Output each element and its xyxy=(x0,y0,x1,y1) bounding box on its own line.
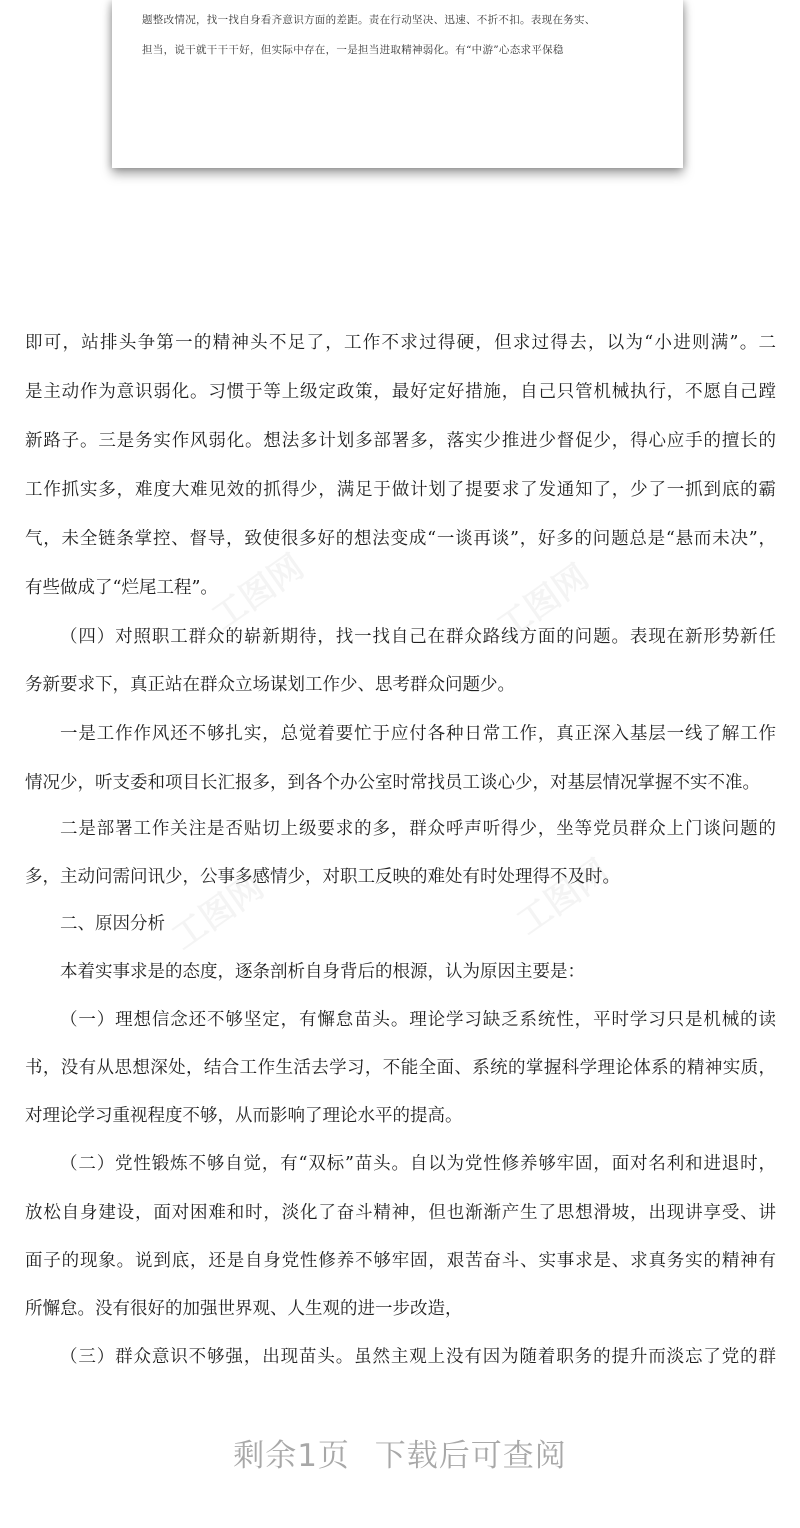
body-line: 有些做成了“烂尾工程”。 xyxy=(25,578,218,598)
body-line: （二）党性锻炼不够自觉，有“双标”苗头。自以为党性修养够牢固，面对名利和进退时， xyxy=(60,1154,776,1174)
body-line: 所懈怠。没有很好的加强世界观、人生观的进一步改造， xyxy=(25,1299,463,1319)
body-line: 即可，站排头争第一的精神头不足了，工作不求过得硬，但求过得去，以为“小进则满”。二 xyxy=(25,333,776,353)
body-line: 本着实事求是的态度，逐条剖析自身背后的根源，认为原因主要是： xyxy=(60,962,585,982)
body-line: 工作抓实多，难度大难见效的抓得少，满足于做计划了提要求了发通知了，少了一抓到底的霸 xyxy=(25,480,776,500)
body-line: 多，主动问需问讯少，公事多感情少，对职工反映的难处有时处理得不及时。 xyxy=(25,867,620,887)
body-line: 放松自身建设，面对困难和时，淡化了奋斗精神，但也渐渐产生了思想滑坡，出现讲享受、讲 xyxy=(25,1203,776,1223)
body-line: 新路子。三是务实作风弱化。想法多计划多部署多，落实少推进少督促少，得心应手的擅长的 xyxy=(25,431,776,451)
body-line: 面子的现象。说到底，还是自身党性修养不够牢固，艰苦奋斗、实事求是、求真务实的精神有 xyxy=(25,1251,776,1271)
body-line: （四）对照职工群众的崭新期待，找一找自己在群众路线方面的问题。表现在新形势新任 xyxy=(60,627,776,647)
page-preview-card xyxy=(112,0,683,168)
body-line: 二是部署工作关注是否贴切上级要求的多，群众呼声听得少，坐等党员群众上门谈问题的 xyxy=(60,819,776,839)
card-text-line: 题整改情况，找一找自身看齐意识方面的差距。责在行动坚决、迅速、不折不扣。表现在务实、 xyxy=(142,14,596,26)
body-line: 情况少，听支委和项目长汇报多，到各个办公室时常找员工谈心少，对基层情况掌握不实不准。 xyxy=(25,773,760,793)
remaining-pages-text: 剩余1页 xyxy=(233,1438,350,1474)
body-line: （三）群众意识不够强，出现苗头。虽然主观上没有因为随着职务的提升而淡忘了党的群 xyxy=(60,1347,776,1367)
body-line: 对理论学习重视程度不够，从而影响了理论水平的提高。 xyxy=(25,1106,463,1126)
section-heading: 二、原因分析 xyxy=(60,914,165,934)
download-prompt[interactable] xyxy=(0,1430,800,1475)
body-line: 一是工作作风还不够扎实，总觉着要忙于应付各种日常工作，真正深入基层一线了解工作 xyxy=(60,724,776,744)
body-line: 是主动作为意识弱化。习惯于等上级定政策，最好定好措施，自己只管机械执行，不愿自己蹚 xyxy=(25,382,776,402)
download-to-view-text: 下载后可查阅 xyxy=(374,1438,567,1474)
body-line: （一）理想信念还不够坚定，有懈怠苗头。理论学习缺乏系统性，平时学习只是机械的读 xyxy=(60,1010,776,1030)
body-line: 书，没有从思想深处，结合工作生活去学习，不能全面、系统的掌握科学理论体系的精神实质， xyxy=(25,1058,776,1078)
body-line: 气，未全链条掌控、督导，致使很多好的想法变成“一谈再谈”，好多的问题总是“悬而未决”， xyxy=(25,529,776,549)
card-text-line: 担当，说干就干干干好，但实际中存在，一是担当进取精神弱化。有“中游”心态求平保稳 xyxy=(142,44,564,56)
body-line: 务新要求下，真正站在群众立场谋划工作少、思考群众问题少。 xyxy=(25,675,515,695)
